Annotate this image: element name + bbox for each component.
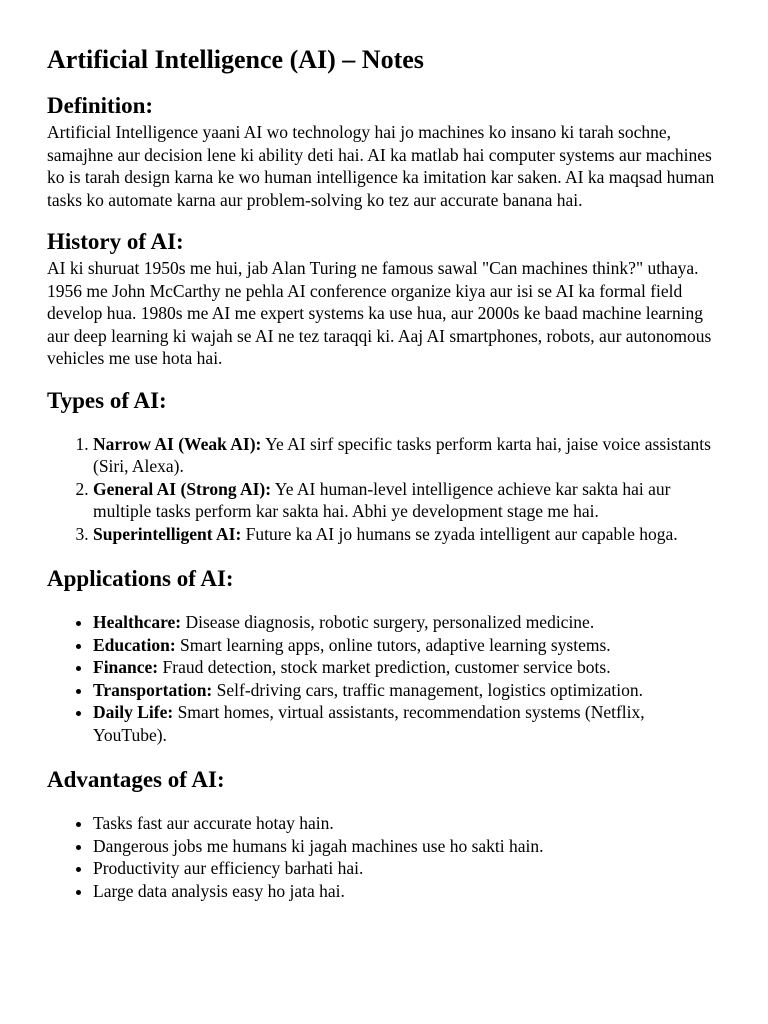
definition-heading: Definition: [47, 93, 154, 118]
application-desc: Disease diagnosis, robotic surgery, personalized medicine. [181, 612, 595, 632]
history-text: AI ki shuruat 1950s me hui, jab Alan Turing ne famous sawal "Can machines think?" uthaya. 1956 me John McCarthy ne pehla AI conference organize kiya aur isi se AI ka formal field develop hua. 1980s me AI me expert systems ka use hua, aur 2000s ke baad machine learning aur deep learning ki wajah se AI ne tez taraqqi ki. Aaj AI smartphones, robots, aur autonomous vehicles me use hota hai. [47, 258, 712, 368]
types-section [47, 387, 720, 546]
list-item [93, 523, 720, 546]
list-item [93, 611, 720, 634]
history-section [47, 228, 720, 370]
type-term: Superintelligent AI: [93, 523, 242, 544]
applications-list [47, 611, 720, 746]
list-item [93, 478, 720, 523]
list-item: • Dangerous jobs me humans ki jagah machines use ho sakti hain. [93, 835, 720, 858]
type-desc: Future ka AI jo humans se zyada intelligent aur capable hoga. [241, 523, 678, 544]
application-desc: Self-driving cars, traffic management, logistics optimization. [212, 679, 644, 700]
list-item: • Productivity aur efficiency barhati hai. [93, 857, 720, 880]
advantages-heading: Advantages of AI: [47, 767, 225, 792]
applications-heading: Applications of AI: [47, 566, 234, 591]
application-term: Transportation: [93, 679, 213, 700]
list-item [93, 701, 720, 746]
application-desc: Smart learning apps, online tutors, adaptive learning systems. [175, 634, 611, 655]
application-term: Healthcare: [93, 612, 182, 632]
application-desc: Fraud detection, stock market prediction, customer service bots. [158, 657, 611, 677]
types-heading: Types of AI: [47, 387, 167, 413]
type-desc: Ye AI human-level intelligence achieve kar sakta hai aur multiple tasks perform kar sakta hai. Abhi ye development stage me hai. [93, 478, 671, 521]
applications-section [47, 565, 720, 746]
type-term: Narrow AI (Weak AI): [93, 433, 262, 454]
type-term: General AI (Strong AI): [93, 478, 272, 499]
list-item [93, 433, 720, 478]
list-item [93, 634, 720, 657]
application-term: Daily Life: [93, 702, 174, 722]
list-item: • Tasks fast aur accurate hotay hain. [93, 812, 720, 835]
application-term: Education: [93, 634, 176, 655]
types-list [47, 433, 720, 546]
application-term: Finance: [93, 657, 159, 677]
list-item [93, 679, 720, 702]
list-item: • Large data analysis easy ho jata hai. [93, 880, 720, 903]
advantages-list [47, 812, 720, 902]
definition-text: Artificial Intelligence yaani AI wo technology hai jo machines ko insano ki tarah sochne, samajhne aur decision lene ki ability deti hai. AI ka matlab hai computer systems aur machines ko is tarah design karna ke wo human intelligence ka imitation kar saken. AI ka maqsad human tasks ko automate karna aur problem-solving ko tez aur accurate banana hai. [47, 122, 715, 210]
advantages-section [47, 766, 720, 902]
type-desc: Ye AI sirf specific tasks perform karta hai, jaise voice assistants (Siri, Alexa). [93, 433, 711, 476]
application-desc: Smart homes, virtual assistants, recommendation systems (Netflix, YouTube). [93, 702, 645, 745]
definition-section [47, 92, 720, 211]
page-title: Artificial Intelligence (AI) – Notes [47, 45, 424, 74]
history-heading: History of AI: [47, 229, 184, 254]
list-item [93, 656, 720, 679]
